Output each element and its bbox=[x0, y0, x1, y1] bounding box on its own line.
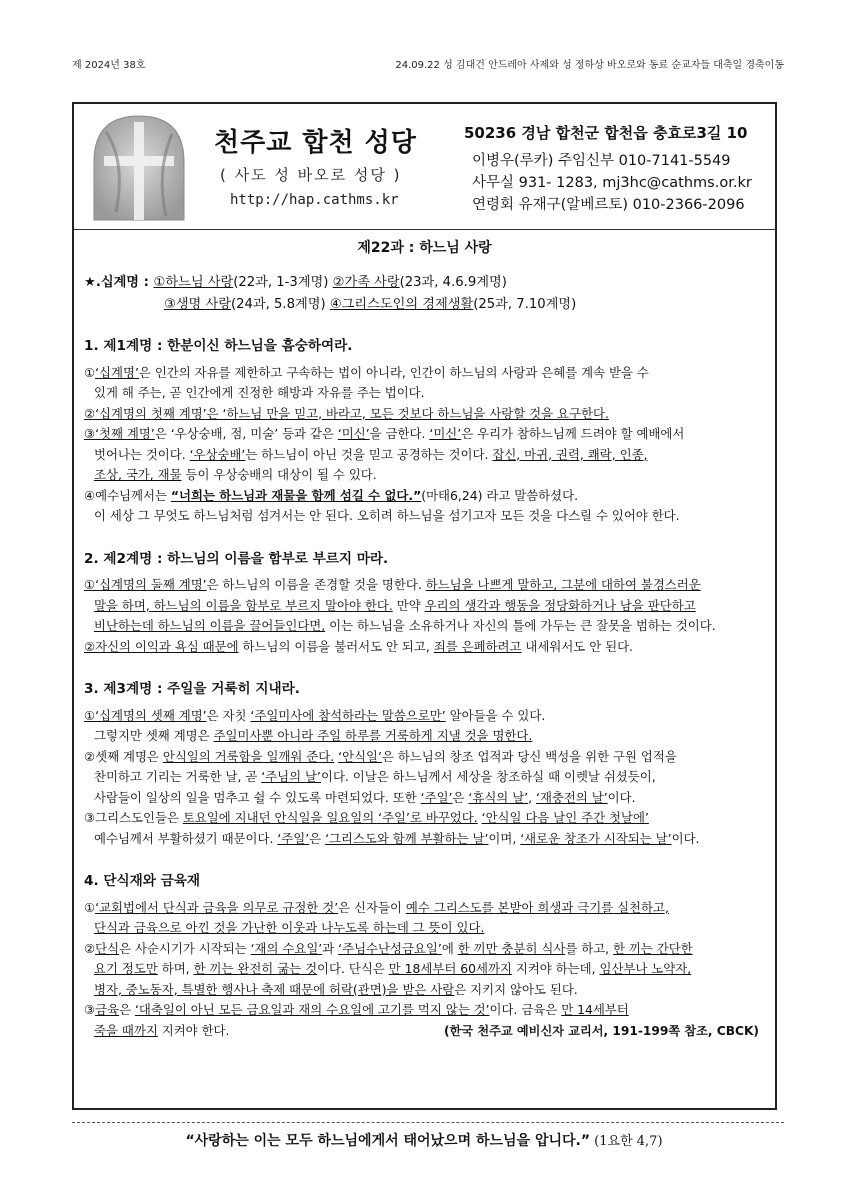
s3-p2-text8: 이다. bbox=[607, 789, 636, 805]
s1-p4-quote: “너희는 하느님과 재물을 함께 섬길 수 없다.” bbox=[170, 487, 422, 503]
church-subtitle: ( 사도 성 바오로 성당 ) bbox=[220, 166, 402, 184]
s4-p3-text2: 이다. 금육은 bbox=[489, 1002, 562, 1017]
s3-p3-text4: 예수님께서 부활하셨기 때문이다. bbox=[94, 830, 278, 846]
s3-p2-text6: 사람들이 일상의 일을 멈추고 쉴 수 있도록 마련되었다. 또한 bbox=[94, 789, 421, 805]
s2-p2-text2: 하느님의 이름을 불러서도 안 되고, bbox=[238, 638, 434, 654]
s2-p1-text7: 이는 하느님을 소유하거나 자신의 틀에 가두는 큰 잘못을 범하는 것이다. bbox=[325, 618, 716, 633]
s1-p3-text3: 은 우리가 참하느님께 드려야 할 예배에서 bbox=[461, 426, 685, 441]
s4-p2-ash-wednesday: ‘재의 수요일’ bbox=[250, 940, 323, 956]
s1-paragraph-3-cont2 bbox=[84, 465, 765, 486]
s4-p2-text7: 지켜야 하는데, bbox=[511, 961, 600, 976]
s4-p3-age: 만 14세부터 bbox=[561, 1002, 629, 1017]
s1-p3-text2: 을 금한다. bbox=[369, 426, 430, 441]
s4-p1-marker: ① bbox=[84, 899, 96, 915]
s3-p3-text3: ‘안식일 다음 날인 주간 첫날에’ bbox=[481, 810, 649, 825]
command-group-4-note: (25과, 7.10계명) bbox=[473, 297, 577, 312]
s3-paragraph-3-cont bbox=[84, 829, 765, 850]
bible-quote-text: “사랑하는 이는 모두 하느님에게서 태어났으며 하느님을 압니다.” bbox=[185, 1133, 591, 1149]
s4-p2-text2: 과 bbox=[322, 940, 339, 956]
s3-p2-sabbath: ‘안식일’ bbox=[338, 748, 382, 764]
s1-paragraph-1 bbox=[84, 363, 765, 384]
s4-p2-text8: 은 지키지 않아도 된다. bbox=[454, 981, 578, 997]
s1-p4-text: ④예수님께서는 bbox=[84, 487, 171, 503]
s4-p1-text2: 예수 그리스도를 본받아 희생과 극기를 실천하고, bbox=[405, 899, 669, 915]
command-group-4: ④그리스도인의 경제생활 bbox=[329, 297, 474, 312]
s3-p1-term: ①‘십계명의 셋째 계명’ bbox=[84, 707, 207, 723]
s4-p2-marker: ② bbox=[84, 940, 96, 956]
s4-p2-text: 은 사순시기가 시작되는 bbox=[119, 940, 251, 956]
s4-p1-term: ‘교회법에서 단식과 금육을 의무로 규정한 것’ bbox=[95, 899, 339, 915]
s3-p2-rest-day: ‘휴식의 날’ bbox=[468, 789, 529, 805]
s4-p2-fasting: 단식 bbox=[95, 940, 120, 956]
s4-paragraph-1-cont bbox=[84, 918, 765, 939]
s3-p3-text6: 이며, bbox=[488, 830, 521, 846]
s3-p2-text4: 찬미하고 기리는 거룩한 날, 곧 bbox=[94, 769, 262, 784]
s2-p2-text4: 내세워서도 안 된다. bbox=[521, 638, 633, 654]
s2-p1-text3: 말을 하며, 하느님의 이름을 함부로 부르지 말아야 한다. bbox=[94, 597, 393, 613]
s3-paragraph-2-cont2 bbox=[84, 788, 765, 809]
s1-p4-ref: (마태6,24) 라고 말씀하셨다. bbox=[421, 487, 579, 503]
church-address: 50236 경남 합천군 합천읍 충효로3길 10 bbox=[464, 124, 748, 142]
s3-p3-text5: 은 bbox=[309, 830, 326, 846]
section-1-title: 1. 제1계명 : 한분이신 하느님을 흠숭하여라. bbox=[84, 338, 353, 354]
s3-p3-text7: 이다. bbox=[671, 830, 700, 846]
command-group-1-note: (22과, 1-3계명) bbox=[233, 275, 333, 290]
s3-p2-text5: 이다. 이날은 하느님께서 세상을 창조하실 때 이렛날 쉬셨듯이, bbox=[320, 769, 656, 784]
s1-p3-idols2: 조상, 국가, 재물 bbox=[94, 467, 182, 482]
s3-p2-text: ②셋째 계명은 bbox=[84, 748, 163, 764]
s3-p1-text2: 알아들을 수 있다. bbox=[445, 707, 546, 723]
s4-paragraph-3 bbox=[84, 1000, 765, 1021]
s1-p1-text: 은 인간의 자유를 제한하고 구속하는 법이 아니라, 인간이 하느님의 사랑과 은혜를 계속 받을 수 bbox=[138, 364, 649, 380]
s2-p1-text2: 하느님을 나쁘게 말하고, 그분에 대하여 불경스러운 bbox=[425, 577, 701, 592]
s4-p3-text3: 지켜야 한다. bbox=[157, 1022, 230, 1038]
s2-paragraph-1-cont bbox=[84, 596, 765, 617]
command-group-2-note: (23과, 4.6.9계명) bbox=[399, 275, 507, 290]
footer-divider bbox=[72, 1122, 784, 1123]
s3-paragraph-1 bbox=[84, 706, 765, 727]
command-group-2: ②가족 사랑 bbox=[332, 275, 400, 290]
s2-p1-term: ①‘십계명의 둘째 계명’ bbox=[84, 577, 207, 592]
s1-p3-text: 은 ‘우상숭배, 점, 미술’ 등과 같은 bbox=[154, 426, 338, 441]
bible-quote bbox=[0, 1130, 848, 1150]
s3-paragraph-2 bbox=[84, 747, 765, 768]
s3-p3-text2: 토요일에 지내던 안식일을 일요일의 ‘주일’로 바꾸었다. bbox=[182, 810, 478, 825]
s4-paragraph-1 bbox=[84, 898, 765, 919]
s3-p1-quote: ‘주일미사에 참석하라는 말씀으로만’ bbox=[250, 707, 446, 723]
s4-p2-text5: 하며, bbox=[157, 961, 194, 976]
issue-number: 제 2024년 38호 bbox=[72, 60, 146, 71]
s1-p3-term: ③‘첫째 계명’ bbox=[84, 426, 155, 441]
s3-paragraph-3 bbox=[84, 808, 765, 829]
s4-p2-age-range: 만 18세부터 60세까지 bbox=[388, 961, 512, 976]
s4-p2-light-meal: 한 끼는 간단한 bbox=[613, 940, 693, 956]
s3-p2-text2: 안식일의 거룩함을 일깨워 준다. bbox=[162, 748, 335, 764]
s1-p3-idolatry: ‘우상숭배’ bbox=[189, 446, 246, 462]
s4-p2-text4: 를 하고, bbox=[565, 940, 614, 956]
s1-p1-term: ‘십계명’ bbox=[95, 364, 139, 380]
office-contact: 사무실 931- 1283, mj3hc@cathms.or.kr bbox=[472, 175, 752, 191]
s4-p2-text3: 에 bbox=[441, 940, 458, 956]
s3-p2-lords-day: ‘주님의 날’ bbox=[261, 769, 321, 784]
council-contact: 연령회 유재구(알베르토) 010-2366-2096 bbox=[472, 197, 745, 213]
s1-p3-text6: 등이 우상숭배의 대상이 될 수 있다. bbox=[181, 467, 377, 482]
s4-p3-until-death: 죽을 때까지 bbox=[94, 1022, 158, 1038]
s4-p2-no-meal: 한 끼는 완전히 굶는 것 bbox=[193, 961, 318, 976]
s4-paragraph-2-cont bbox=[84, 959, 765, 980]
s4-p2-exempt2: 병자, 중노동자, 특별한 행사나 축제 때문에 허락(관면)을 받은 사람 bbox=[94, 981, 455, 997]
s3-p1-text3: 그렇지만 셋째 계명은 bbox=[94, 728, 214, 743]
s2-p1-text6: 비난하는데 하느님의 이름을 끌어들인다면, bbox=[94, 618, 326, 633]
s3-p1-text: 은 자칫 bbox=[206, 707, 251, 723]
s3-p3-resurrection-day: ‘그리스도와 함께 부활하는 날’ bbox=[325, 830, 489, 846]
s3-p3-sunday: ‘주일’ bbox=[277, 830, 310, 846]
s4-p2-light-meal2: 요기 정도만 bbox=[94, 961, 158, 976]
s2-p2-text3: 죄를 은폐하려고 bbox=[433, 638, 522, 654]
s4-p3-marker: ③ bbox=[84, 1002, 96, 1017]
s1-p3-idols: 잡신, 마귀, 권력, 쾌락, 인종, bbox=[492, 446, 648, 462]
s2-paragraph-2 bbox=[84, 637, 765, 658]
s2-p1-text5: 우리의 생각과 행동을 정당화하거나 남을 판단하고 bbox=[424, 597, 696, 613]
command-group-3-note: (24과, 5.8계명) bbox=[230, 297, 330, 312]
s1-p3-text5: 는 하느님이 아닌 것을 믿고 공경하는 것이다. bbox=[245, 446, 493, 462]
s1-paragraph-4-cont: 이 세상 그 무엇도 하느님처럼 섬겨서는 안 된다. 오히려 하느님을 섬기고자 모든 것을 다스릴 수 있어야 한다. bbox=[94, 508, 680, 523]
s4-p3-text: 은 bbox=[119, 1002, 135, 1017]
s1-paragraph-3-cont bbox=[84, 445, 765, 466]
s1-paragraph-3 bbox=[84, 424, 765, 445]
s1-paragraph-1-cont: 있게 해 주는, 곧 인간에게 진정한 해방과 자유를 주는 법이다. bbox=[94, 385, 425, 400]
s1-p3-superstition2: ‘미신’ bbox=[429, 426, 462, 441]
commandments-summary bbox=[84, 272, 765, 316]
s2-paragraph-1-cont2 bbox=[84, 616, 765, 637]
s1-p2-term: ②‘십계명의 첫째 계명’ bbox=[84, 405, 207, 421]
church-url: http://hap.cathms.kr bbox=[230, 192, 399, 208]
contact-info bbox=[464, 122, 752, 215]
s4-paragraph-2-cont2 bbox=[84, 980, 765, 1001]
church-logo-icon bbox=[86, 112, 192, 224]
s1-p3-text4: 벗어나는 것이다. bbox=[94, 446, 190, 462]
s1-p2-text: 은 ‘하느님 만을 믿고, 바라고, 모든 것보다 하느님을 사랑할 것을 요구한다. bbox=[206, 405, 609, 421]
bulletin-topline bbox=[72, 56, 784, 70]
s3-p3-creation-day: ‘새로운 창조가 시작되는 날’ bbox=[520, 830, 672, 846]
s2-paragraph-1 bbox=[84, 575, 765, 596]
s3-p1-text4: 주일미사뿐 아니라 주일 하루를 거룩하게 지낼 것을 명한다. bbox=[213, 728, 533, 743]
church-header bbox=[74, 104, 775, 230]
command-group-1: ①하느님 사랑 bbox=[153, 275, 234, 290]
s3-p2-comma: , bbox=[528, 789, 536, 805]
s3-p2-text3: 은 하느님의 창조 업적과 당신 백성을 위한 구원 업적을 bbox=[381, 748, 677, 764]
lesson-content bbox=[74, 230, 775, 1042]
commands-label: ★.십계명 : bbox=[84, 275, 154, 290]
s3-p3-text: ③그리스도인들은 bbox=[84, 810, 183, 825]
s2-p1-text: 은 하느님의 이름을 존경할 것을 명한다. bbox=[206, 577, 426, 592]
s4-p3-abstinence: 금육 bbox=[95, 1002, 120, 1017]
lesson-title: 제22과 : 하느님 사랑 bbox=[357, 240, 492, 256]
section-3-title: 3. 제3계명 : 주일을 거룩히 지내라. bbox=[84, 681, 300, 697]
s3-paragraph-2-cont bbox=[84, 767, 765, 788]
s3-p2-recharge-day: ‘재충전의 날’ bbox=[536, 789, 608, 805]
section-4-title: 4. 단식재와 금육재 bbox=[84, 873, 201, 889]
section-2-title: 2. 제2계명 : 하느님의 이름을 함부로 부르지 마라. bbox=[84, 550, 389, 567]
s2-p2-text: ②자신의 이익과 욕심 때문에 bbox=[84, 638, 239, 654]
s3-paragraph-1-cont bbox=[84, 726, 765, 747]
church-name: 천주교 합천 성당 bbox=[214, 128, 417, 158]
pastor-contact: 이병우(루카) 주임신부 010-7141-5549 bbox=[472, 153, 731, 169]
s4-paragraph-2 bbox=[84, 939, 765, 960]
bulletin-frame bbox=[72, 102, 777, 1110]
s1-paragraph-4 bbox=[84, 486, 765, 507]
bible-quote-ref: (1요한 4,7) bbox=[590, 1134, 663, 1149]
s4-p2-exempt: 임산부나 노약자, bbox=[599, 961, 692, 976]
command-group-3: ③생명 사랑 bbox=[164, 297, 231, 312]
s1-paragraph-2 bbox=[84, 404, 765, 425]
s4-p1-text: 은 신자들이 bbox=[338, 899, 406, 915]
s4-p2-good-friday: ‘주님수난성금요일’ bbox=[338, 940, 442, 956]
catechism-reference: (한국 천주교 예비신자 교리서, 191-199쪽 참조, CBCK) bbox=[443, 1024, 759, 1038]
s1-p1-marker: ① bbox=[84, 364, 96, 380]
s4-p2-one-meal: 한 끼만 충분히 식사 bbox=[457, 940, 566, 956]
s4-p3-definition: ‘대축일이 아닌 모든 금요일과 재의 수요일에 고기를 먹지 않는 것’ bbox=[134, 1002, 490, 1017]
s3-p2-text7: 은 bbox=[452, 789, 469, 805]
s2-p1-text4: 만약 bbox=[392, 597, 425, 613]
s4-p1-text3: 단식과 금육으로 아낀 것을 가난한 이웃과 나누도록 하는데 그 뜻이 있다. bbox=[94, 920, 485, 935]
s3-p2-sunday: ‘주일’ bbox=[420, 789, 453, 805]
feast-date: 24.09.22 성 김대건 안드레아 사제와 성 정하상 바오로와 동료 순교자들 대축일 경축이동 bbox=[395, 60, 784, 71]
s4-p2-text6: 이다. 단식은 bbox=[317, 961, 389, 976]
s1-p3-superstition: ‘미신’ bbox=[337, 426, 370, 441]
